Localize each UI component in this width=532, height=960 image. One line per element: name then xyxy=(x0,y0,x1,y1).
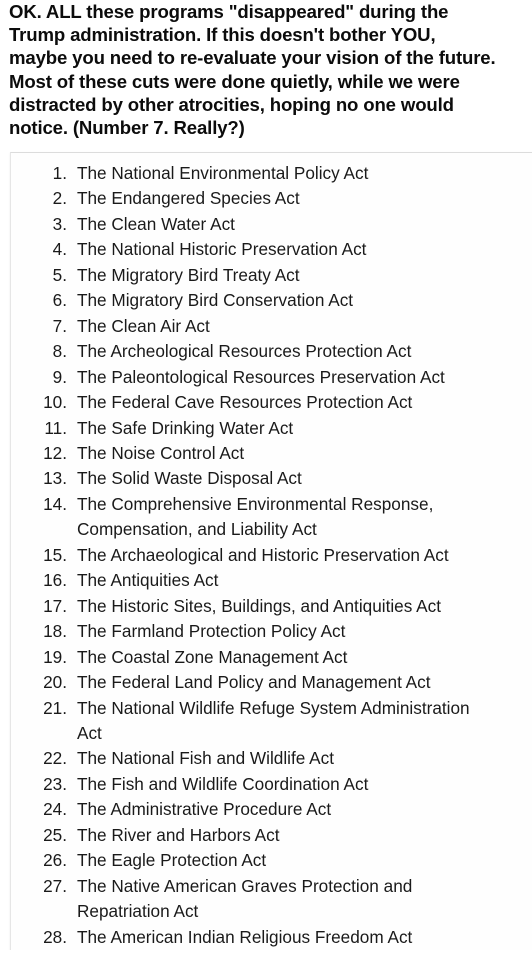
list-item xyxy=(11,186,532,211)
list-item-text: The Archeological Resources Protection Act xyxy=(77,341,412,362)
list-item-number: 8. xyxy=(52,341,67,362)
list-item-text: The Noise Control Act xyxy=(77,442,245,463)
list-item-text: The Migratory Bird Conservation Act xyxy=(77,290,354,311)
list-item xyxy=(11,823,532,848)
list-item-number: 26. xyxy=(43,850,67,871)
list-item xyxy=(11,543,532,568)
list-item-number: 6. xyxy=(52,290,67,311)
list-item-number: 9. xyxy=(52,366,67,387)
list-item-number: 4. xyxy=(52,239,67,260)
list-item-number: 27. xyxy=(43,875,67,896)
acts-list xyxy=(11,161,532,950)
list-item-text: The Historic Sites, Buildings, and Antiquities Act xyxy=(77,595,441,616)
list-item-number: 28. xyxy=(43,926,67,947)
list-item xyxy=(11,263,532,288)
list-item xyxy=(11,161,532,186)
list-item-number: 5. xyxy=(52,264,67,285)
list-item-number: 19. xyxy=(43,646,67,667)
list-item-text: The Native American Graves Protection and Repatriation Act xyxy=(77,875,413,922)
list-item xyxy=(11,365,532,390)
acts-list-card xyxy=(10,152,532,951)
list-item-number: 22. xyxy=(43,748,67,769)
list-item-number: 10. xyxy=(43,392,67,413)
list-item xyxy=(11,441,532,466)
list-item xyxy=(11,696,532,747)
list-item-number: 13. xyxy=(43,468,67,489)
list-item-number: 16. xyxy=(43,570,67,591)
list-item-text: The Paleontological Resources Preservation Act xyxy=(77,366,445,387)
list-item xyxy=(11,568,532,593)
list-item-text: The Federal Cave Resources Protection Act xyxy=(77,392,413,413)
list-item xyxy=(11,645,532,670)
list-item-number: 12. xyxy=(43,442,67,463)
list-item-text: The Comprehensive Environmental Response, Compensation, and Liability Act xyxy=(77,493,434,540)
list-item xyxy=(11,746,532,771)
list-item-number: 21. xyxy=(43,697,67,718)
list-item xyxy=(11,492,532,543)
list-item-text: The National Environmental Policy Act xyxy=(77,163,369,183)
list-item-number: 15. xyxy=(43,544,67,565)
list-item-text: The Solid Waste Disposal Act xyxy=(77,468,302,489)
list-item xyxy=(11,390,532,415)
list-item-number: 25. xyxy=(43,824,67,845)
list-item-text: The American Indian Religious Freedom Act xyxy=(77,926,413,947)
list-item-text: The Safe Drinking Water Act xyxy=(77,417,294,438)
list-item xyxy=(11,288,532,313)
list-item-number: 14. xyxy=(43,493,67,514)
list-item-text: The Fish and Wildlife Coordination Act xyxy=(77,773,369,794)
list-item xyxy=(11,874,532,925)
list-item-number: 24. xyxy=(43,799,67,820)
list-item-text: The Coastal Zone Management Act xyxy=(77,646,348,667)
list-item-number: 20. xyxy=(43,672,67,693)
list-item-number: 11. xyxy=(44,417,67,438)
list-item-number: 2. xyxy=(52,188,67,209)
list-item-text: The National Historic Preservation Act xyxy=(77,239,367,260)
list-item-text: The Administrative Procedure Act xyxy=(77,799,332,820)
list-item-text: The Eagle Protection Act xyxy=(77,850,267,871)
list-item-text: The Clean Water Act xyxy=(77,213,235,234)
list-item-number: 17. xyxy=(43,595,67,616)
list-item xyxy=(11,848,532,873)
list-item xyxy=(11,925,532,950)
list-item xyxy=(11,772,532,797)
list-item xyxy=(11,466,532,491)
list-item xyxy=(11,797,532,822)
list-item xyxy=(11,594,532,619)
list-item-text: The Migratory Bird Treaty Act xyxy=(77,264,300,285)
list-item-text: The Farmland Protection Policy Act xyxy=(77,621,346,642)
list-item-number: 3. xyxy=(52,213,67,234)
list-item-text: The National Wildlife Refuge System Administration Act xyxy=(77,697,470,743)
list-item-number: 18. xyxy=(43,621,67,642)
list-item-text: The Archaeological and Historic Preservation Act xyxy=(77,544,449,565)
bottom-margin xyxy=(0,950,532,960)
list-item-number: 1. xyxy=(52,163,67,183)
list-item-text: The Clean Air Act xyxy=(77,315,210,336)
list-item xyxy=(11,619,532,644)
list-item-text: The Antiquities Act xyxy=(77,570,219,591)
list-item xyxy=(11,314,532,339)
post-header-text: OK. ALL these programs "disappeared" during the Trump administration. If this doesn't bother YOU, maybe you need to re-evaluate your vision of the future. Most of these cuts were done quietly, while we were distracted by other atrocities, hoping no one would notice. (Number 7. Really?) xyxy=(9,1,496,139)
list-item xyxy=(11,416,532,441)
list-item-number: 23. xyxy=(43,773,67,794)
list-item xyxy=(11,670,532,695)
list-item xyxy=(11,339,532,364)
list-item-number: 7. xyxy=(52,315,67,336)
list-item xyxy=(11,212,532,237)
list-item-text: The Endangered Species Act xyxy=(77,188,300,209)
list-item-text: The Federal Land Policy and Management Act xyxy=(77,672,431,693)
list-item-text: The River and Harbors Act xyxy=(77,824,280,845)
list-item-text: The National Fish and Wildlife Act xyxy=(77,748,334,769)
list-item xyxy=(11,237,532,262)
